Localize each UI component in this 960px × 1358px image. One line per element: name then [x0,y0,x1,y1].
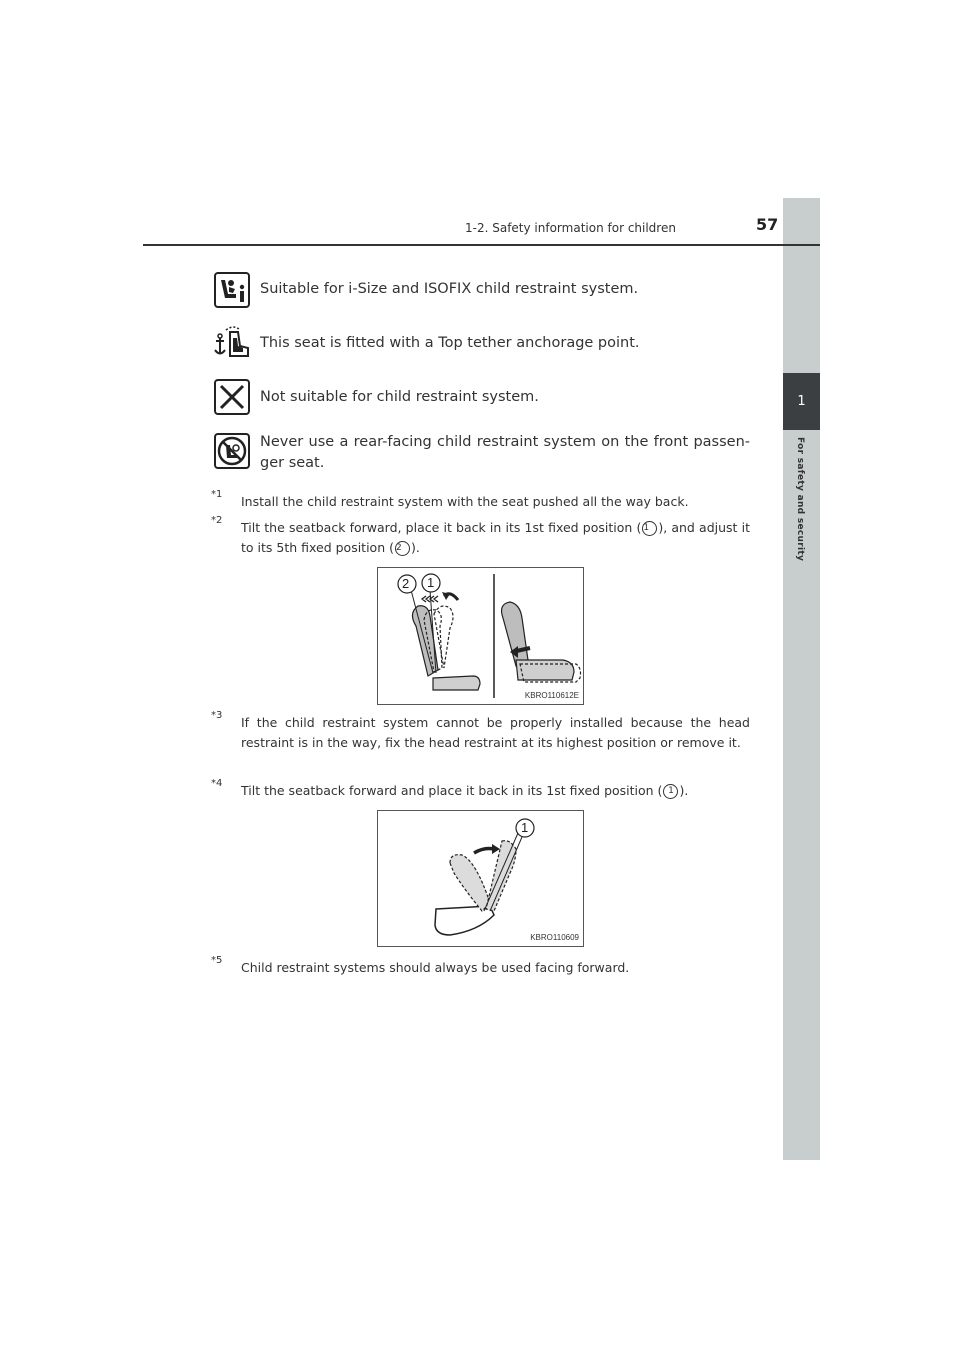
side-tab [783,198,820,1160]
footnote-text: Install the child restraint system with the seat pushed all the way back. [241,494,689,509]
figure-code: KBRO110612E [524,691,579,700]
i-size-isofix-icon [214,272,250,308]
footnote-text: Tilt the seatback forward and place it back in its 1st fixed position ( 1 ). [241,783,689,798]
icon-row-text: Not suitable for child restraint system. [260,389,539,405]
callout-number: 1 [663,784,678,799]
callout-label: 2 [402,576,410,591]
callout-label: 1 [427,575,435,590]
seat-adjustment-figure [377,567,584,705]
callout-number: 1 [642,521,657,536]
footnote-mark: *4 [211,778,223,789]
footnote-mark: *1 [211,489,223,500]
footnote-text: If the child restraint system cannot be properly installed because the head restraint is in the way, fix the head restraint at its highest position or remove it. [241,715,750,750]
seatback-tilt-figure [377,810,584,947]
chapter-tab[interactable]: 1 [783,373,820,430]
icon-row-text: This seat is fitted with a Top tether anchorage point. [260,335,640,351]
callout-number: 2 [395,541,410,556]
header-rule [143,244,820,246]
top-tether-anchor-icon [212,324,252,360]
section-title: 1-2. Safety information for children [465,221,676,235]
footnote-text: Child restraint systems should always be used facing forward. [241,960,630,975]
footnote-mark: *3 [211,710,223,721]
chapter-label: For safety and security [795,437,805,562]
footnote-mark: *2 [211,515,223,526]
no-rear-facing-icon [214,433,250,469]
icon-row-text: Suitable for i-Size and ISOFIX child restraint system. [260,281,639,297]
figure-code: KBRO110609 [530,933,579,942]
footnote-text: Tilt the seatback forward, place it back in its 1st fixed position ( 1 ), and adjust it to its 5th fixed position ( 2 ). [241,520,750,555]
footnote-mark: *5 [211,955,223,966]
callout-label: 1 [521,820,529,835]
page-number: 57 [756,215,779,234]
not-suitable-x-icon [214,379,250,415]
icon-row-text: Never use a rear-facing child restraint system on the front passen-ger seat. [260,434,750,471]
